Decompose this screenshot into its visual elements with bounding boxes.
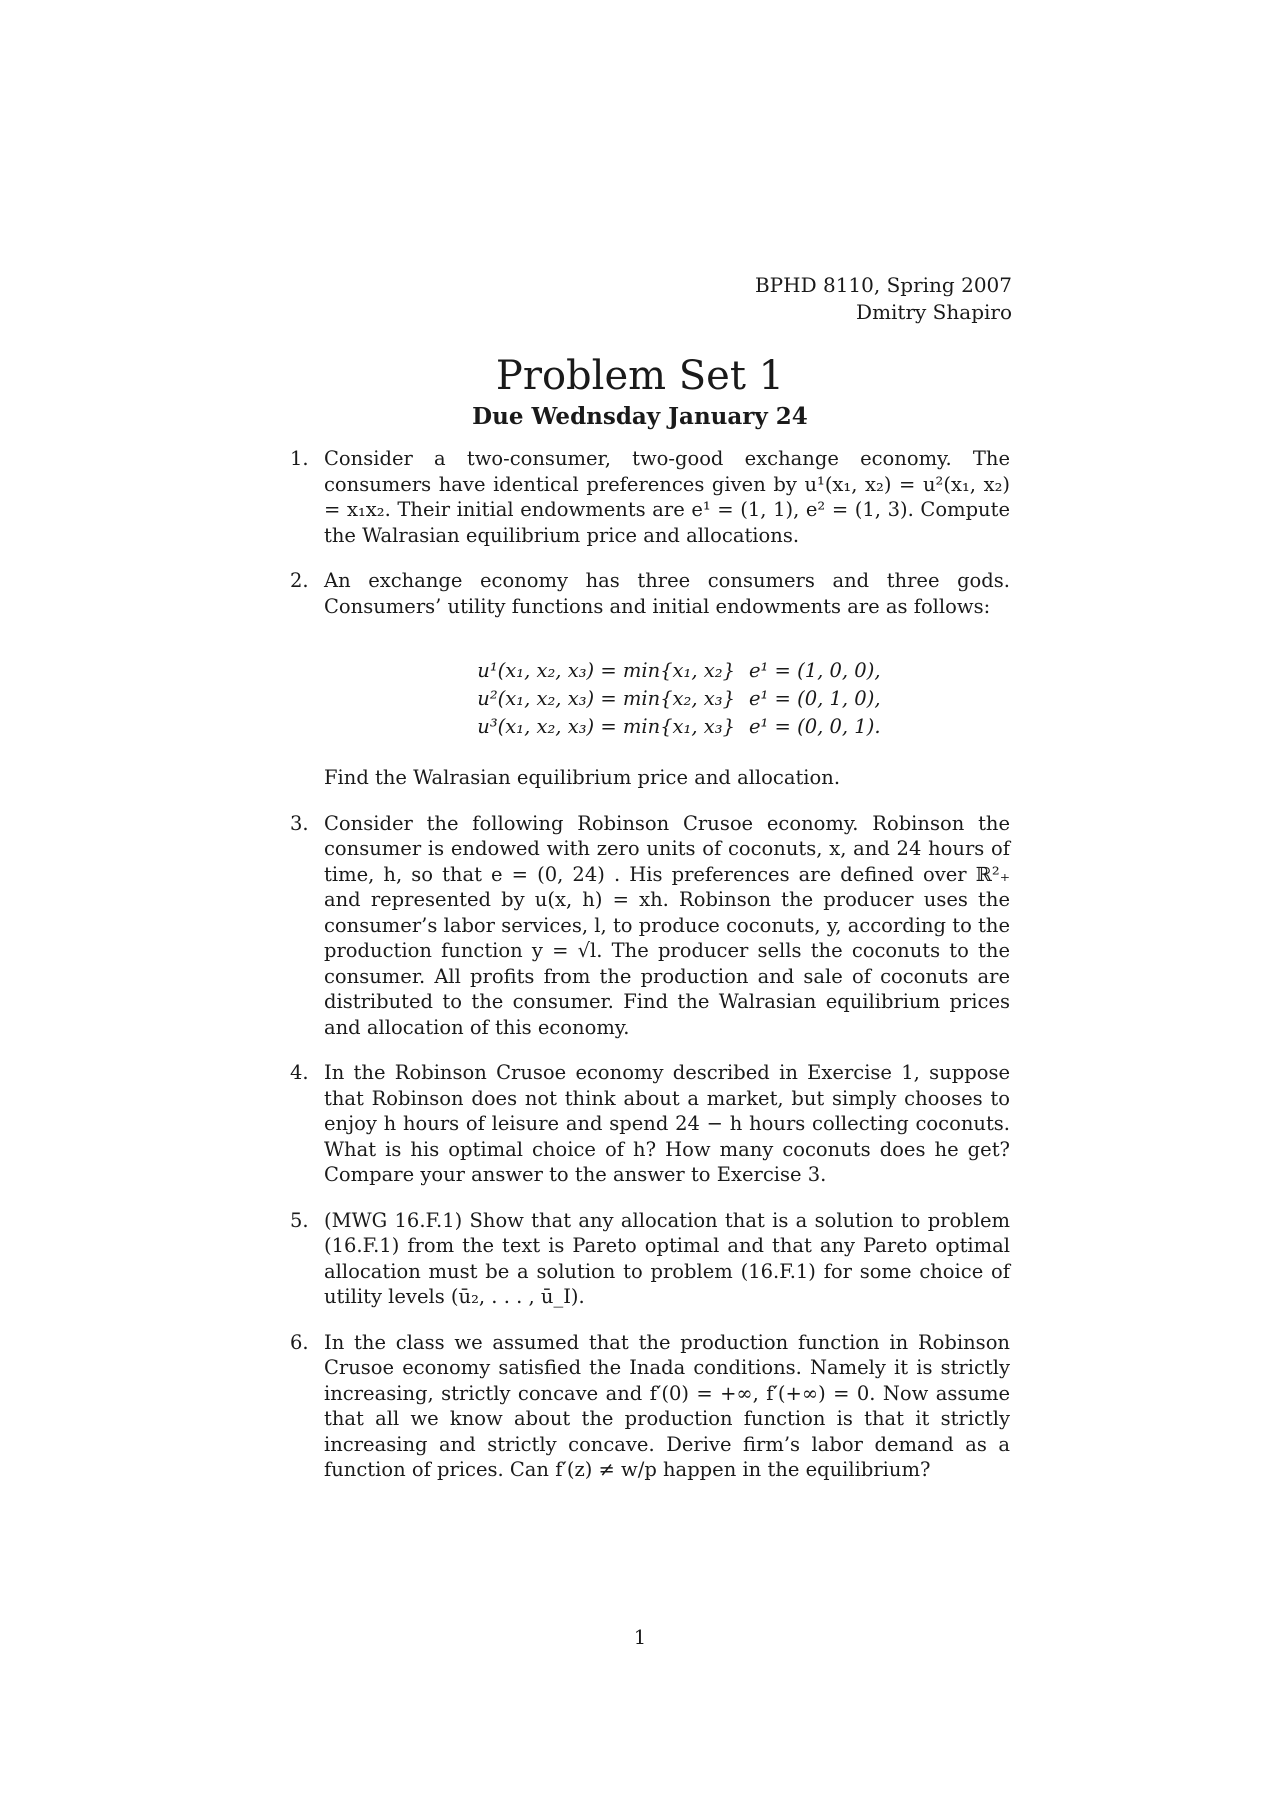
- page-title: Problem Set 1: [495, 353, 785, 399]
- problem-item: [290, 1330, 1010, 1483]
- endowment: e¹ = (1, 0, 0),: [749, 659, 881, 682]
- due-date: Due Wednsday January 24: [472, 403, 808, 430]
- problem-text: An exchange economy has three consumers and three gods. Consumers’ utility functions and initial endowments are as follows:: [324, 569, 1010, 618]
- utility-function: u²(x₁, x₂, x₃) = min{x₂, x₃}: [477, 687, 735, 710]
- equation-block: [324, 657, 1010, 741]
- problem-item: [290, 568, 1010, 791]
- problem-text: (MWG 16.F.1) Show that any allocation that is a solution to problem (16.F.1) from the text is Pareto optimal and that any Pareto optimal allocation must be a solution to problem (16.F.1) for some choice of utility levels (ū₂, . . . , ū_I).: [324, 1208, 1010, 1308]
- equation-row: [324, 657, 1010, 685]
- course-header: [755, 272, 1012, 326]
- problem-text: Consider a two-consumer, two-good exchange economy. The consumers have identical preferences given by u¹(x₁, x₂) = u²(x₁, x₂) = x₁x₂. Their initial endowments are e¹ = (1, 1), e² = (1, 3). Compute the Walrasian equilibrium price and allocations.: [324, 447, 1010, 547]
- problem-number: 3.: [290, 811, 309, 835]
- course-info: BPHD 8110, Spring 2007: [754, 273, 1012, 297]
- problem-number: 1.: [290, 447, 309, 470]
- utility-function: u¹(x₁, x₂, x₃) = min{x₁, x₂}: [477, 659, 735, 682]
- problem-followup: Find the Walrasian equilibrium price and allocation.: [324, 766, 841, 789]
- problem-item: [290, 811, 1010, 1041]
- problem-number: 4.: [290, 1061, 309, 1084]
- page-number: 1: [633, 1626, 647, 1649]
- equation-row: [324, 685, 1010, 713]
- problem-number: 2.: [290, 569, 309, 592]
- instructor-name: Dmitry Shapiro: [856, 300, 1012, 324]
- problem-item: [290, 446, 1010, 548]
- endowment: e¹ = (0, 1, 0),: [749, 687, 881, 710]
- title-block: [0, 352, 1280, 432]
- endowment: e¹ = (0, 0, 1).: [749, 715, 881, 738]
- problem-text: In the class we assumed that the production function in Robinson Crusoe economy satisfied the Inada conditions. Namely it is strictly increasing, strictly concave and f′(0) = +∞, f′(+∞) = 0. Now assume that all we know about the production function is that it strictly increasing and strictly concave. Derive firm’s labor demand as a function of prices. Can f′(z) ≠ w/p happen in the equilibrium?: [324, 1330, 1010, 1481]
- problem-number: 5.: [290, 1208, 309, 1232]
- problem-number: 6.: [290, 1330, 309, 1354]
- problem-text: Consider the following Robinson Crusoe economy. Robinson the consumer is endowed with zero units of coconuts, x, and 24 hours of time, h, so that e = (0, 24) . His preferences are defined over ℝ²₊ and represented by u(x, h) = xh. Robinson the producer uses the consumer’s labor services, l, to produce coconuts, y, according to the production function y = √l. The producer sells the coconuts to the consumer. All profits from the production and sale of coconuts are distributed to the consumer. Find the Walrasian equilibrium prices and allocation of this economy.: [324, 811, 1010, 1039]
- problem-item: [290, 1208, 1010, 1310]
- problem-text: In the Robinson Crusoe economy described in Exercise 1, suppose that Robinson does not think about a market, but simply chooses to enjoy h hours of leisure and spend 24 − h hours collecting coconuts. What is his optimal choice of h? How many coconuts does he get? Compare your answer to the answer to Exercise 3.: [324, 1061, 1010, 1186]
- utility-function: u³(x₁, x₂, x₃) = min{x₁, x₃}: [477, 715, 735, 738]
- problem-list: [290, 446, 1010, 1503]
- equation-row: [324, 713, 1010, 741]
- problem-item: [290, 1060, 1010, 1188]
